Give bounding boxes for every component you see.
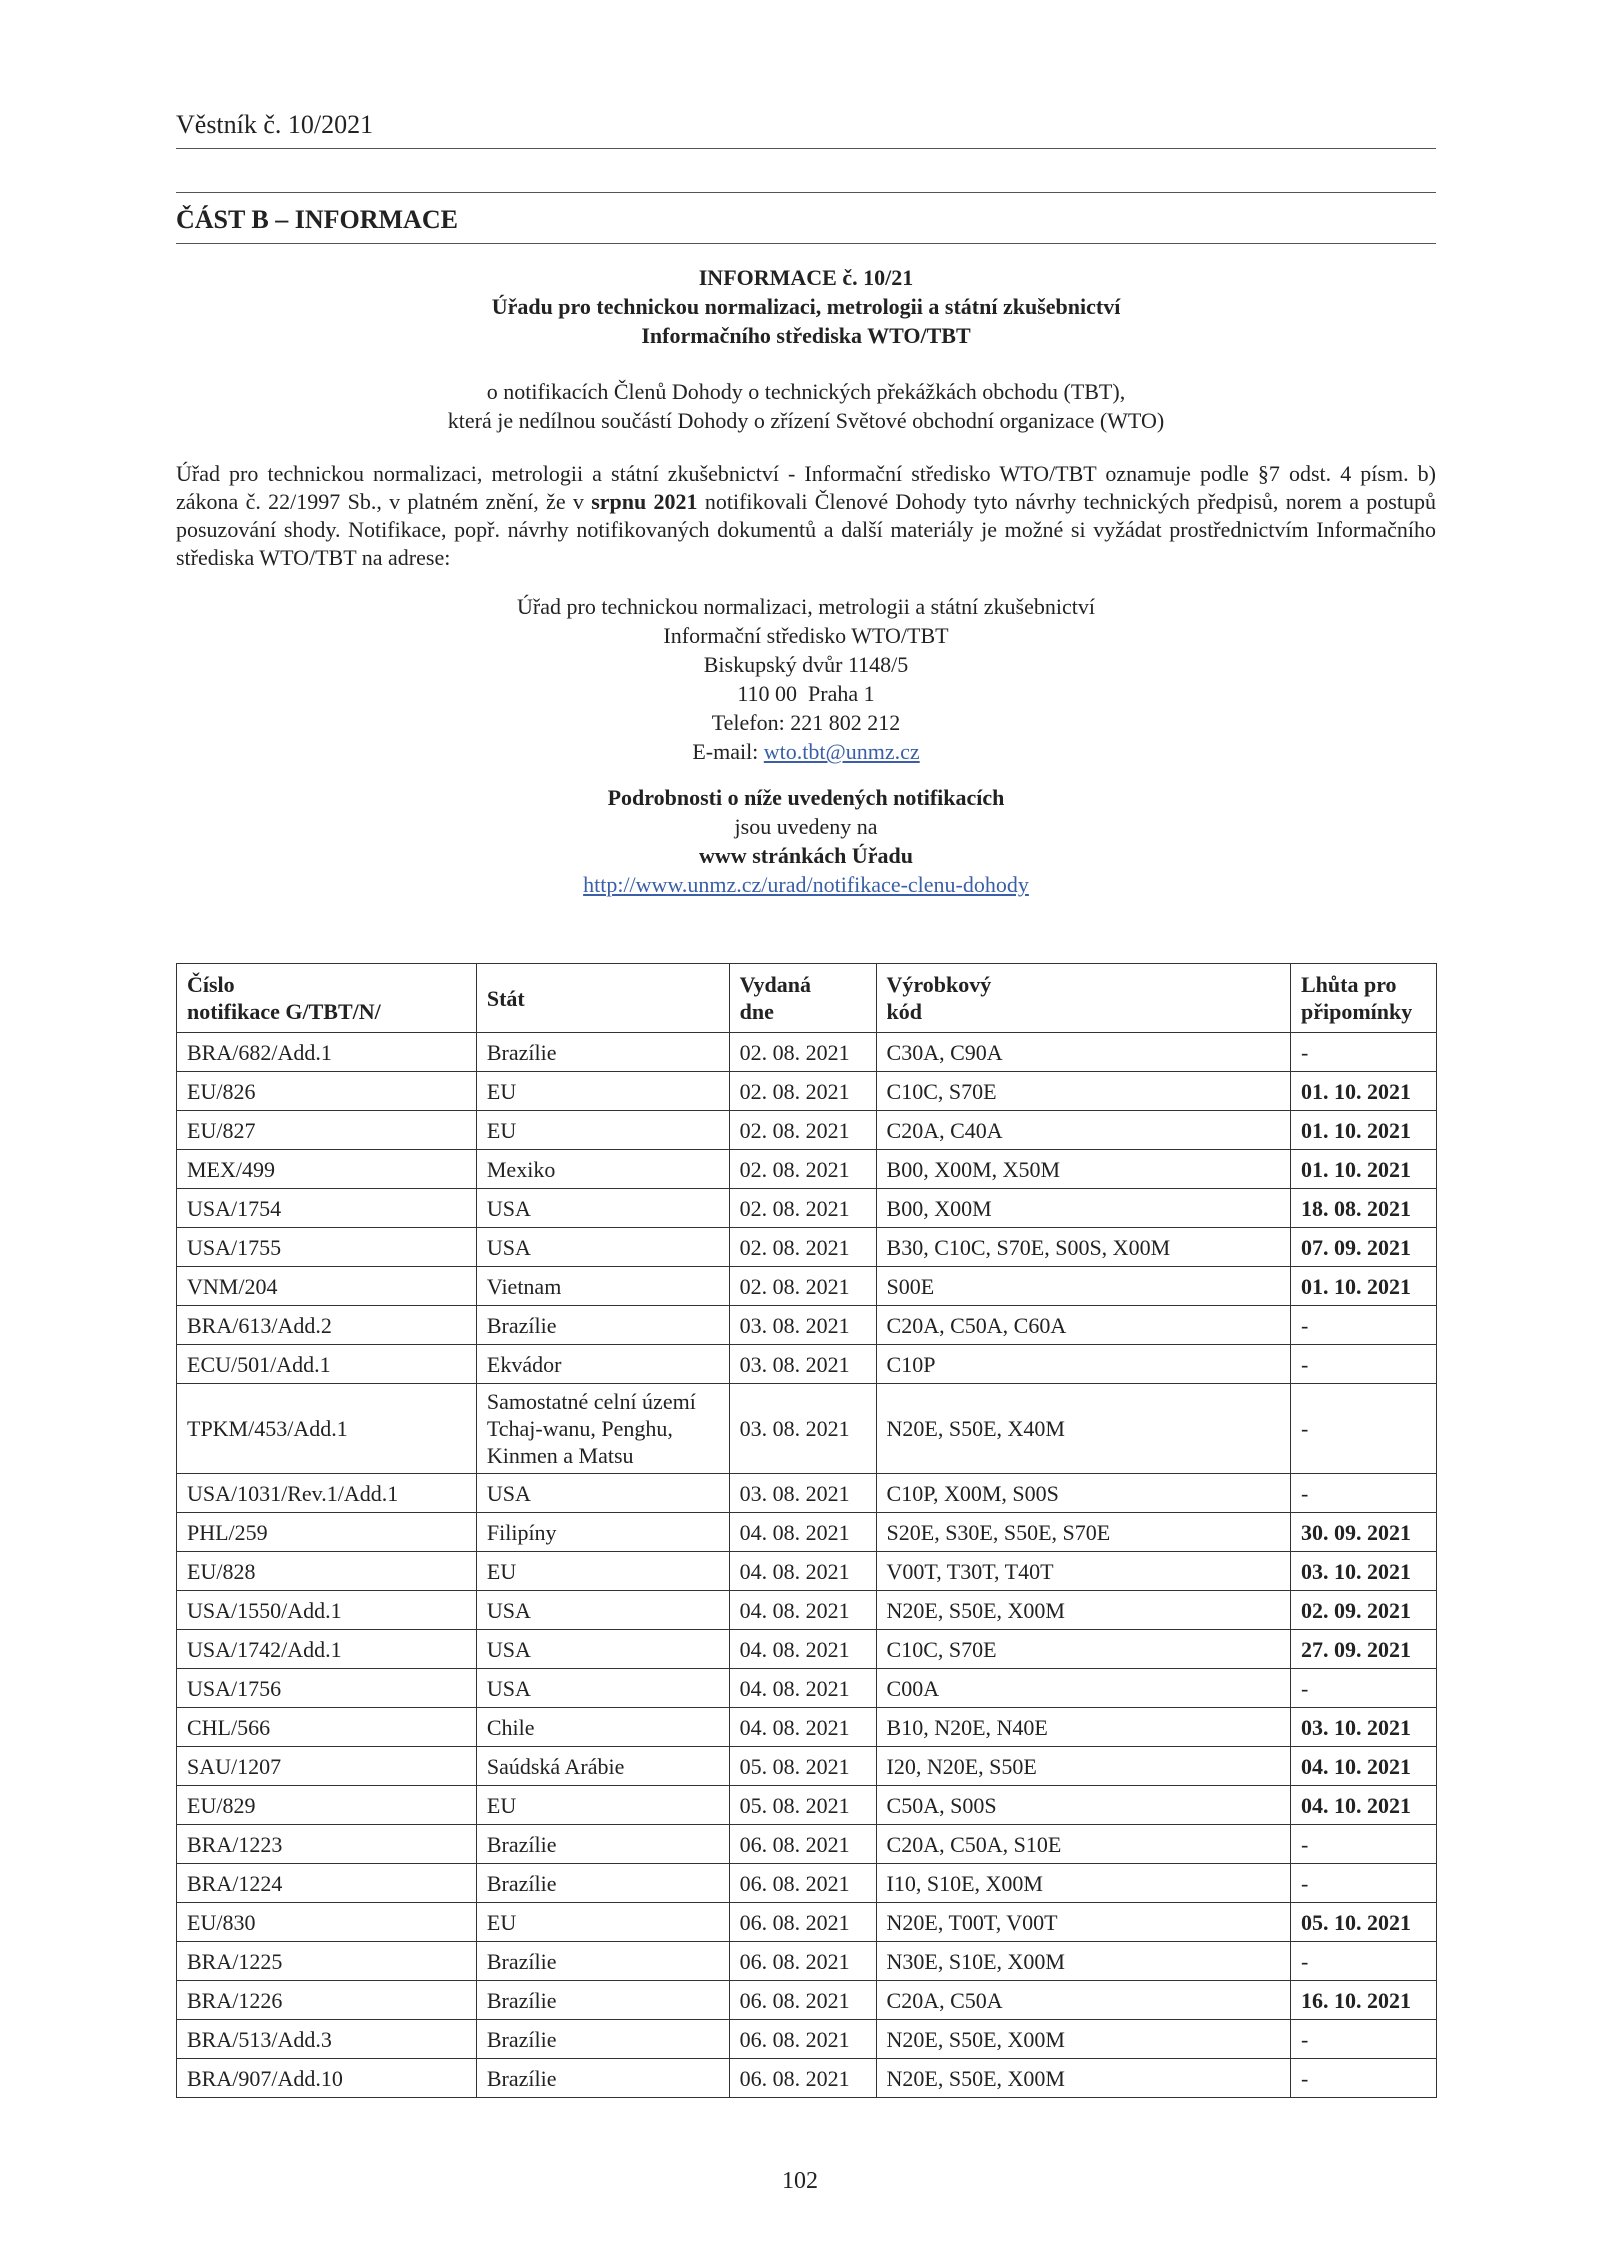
cell-code: B00, X00M, X50M (876, 1150, 1290, 1189)
details-block (176, 783, 1436, 899)
info-subtitle-line1: o notifikacích Členů Dohody o technických překážkách obchodu (TBT), (486, 379, 1126, 404)
cell-code: B30, C10C, S70E, S00S, X00M (876, 1228, 1290, 1267)
section-title: ČÁST B – INFORMACE (176, 192, 1436, 244)
header-deadline: Lhůta pro připomínky (1290, 964, 1436, 1033)
cell-number: USA/1031/Rev.1/Add.1 (177, 1474, 477, 1513)
cell-state: EU (476, 1786, 729, 1825)
cell-state: EU (476, 1552, 729, 1591)
cell-deadline: - (1290, 1825, 1436, 1864)
info-title-line2: Úřadu pro technickou normalizaci, metrologii a státní zkušebnictví (491, 294, 1121, 319)
address-block (176, 592, 1436, 766)
header-number: Číslo notifikace G/TBT/N/ (177, 964, 477, 1033)
cell-deadline: - (1290, 1384, 1436, 1474)
cell-code: C10C, S70E (876, 1630, 1290, 1669)
cell-code: C20A, C50A, C60A (876, 1306, 1290, 1345)
cell-date: 06. 08. 2021 (729, 1942, 876, 1981)
cell-state: Mexiko (476, 1150, 729, 1189)
email-link[interactable]: wto.tbt@unmz.cz (763, 739, 920, 764)
cell-date: 02. 08. 2021 (729, 1111, 876, 1150)
table-row (177, 1474, 1437, 1513)
cell-date: 04. 08. 2021 (729, 1591, 876, 1630)
cell-state: Brazílie (476, 1981, 729, 2020)
cell-deadline: - (1290, 2059, 1436, 2098)
cell-code: N20E, S50E, X40M (876, 1384, 1290, 1474)
cell-code: C00A (876, 1669, 1290, 1708)
cell-state: USA (476, 1189, 729, 1228)
cell-deadline: - (1290, 1345, 1436, 1384)
cell-state-line: Kinmen a Matsu (486, 1443, 634, 1468)
table-row (177, 1981, 1437, 2020)
cell-date: 04. 08. 2021 (729, 1552, 876, 1591)
cell-state: USA (476, 1591, 729, 1630)
cell-number: CHL/566 (177, 1708, 477, 1747)
cell-number: PHL/259 (177, 1513, 477, 1552)
cell-number: USA/1754 (177, 1189, 477, 1228)
info-title-line3: Informačního střediska WTO/TBT (641, 323, 971, 348)
cell-number: USA/1756 (177, 1669, 477, 1708)
cell-date: 04. 08. 2021 (729, 1669, 876, 1708)
cell-state: Brazílie (476, 1033, 729, 1072)
cell-code: I20, N20E, S50E (876, 1747, 1290, 1786)
email-label: E-mail: (692, 739, 764, 764)
table-row (177, 1825, 1437, 1864)
cell-number: MEX/499 (177, 1150, 477, 1189)
cell-number: USA/1755 (177, 1228, 477, 1267)
cell-number: BRA/613/Add.2 (177, 1306, 477, 1345)
info-subtitle (176, 377, 1436, 435)
cell-state: Brazílie (476, 1306, 729, 1345)
cell-number: USA/1550/Add.1 (177, 1591, 477, 1630)
address-email-row (176, 737, 1436, 766)
address-line3: Biskupský dvůr 1148/5 (703, 652, 909, 677)
cell-code: N20E, T00T, V00T (876, 1903, 1290, 1942)
cell-deadline: 27. 09. 2021 (1290, 1630, 1436, 1669)
table-row (177, 1306, 1437, 1345)
cell-deadline: 16. 10. 2021 (1290, 1981, 1436, 2020)
table-header-row (177, 964, 1437, 1033)
table-row (177, 1189, 1437, 1228)
cell-deadline: 01. 10. 2021 (1290, 1267, 1436, 1306)
address-line2: Informační středisko WTO/TBT (663, 623, 949, 648)
cell-code: C10P, X00M, S00S (876, 1474, 1290, 1513)
cell-number: BRA/1223 (177, 1825, 477, 1864)
cell-state: Vietnam (476, 1267, 729, 1306)
table-row (177, 1267, 1437, 1306)
cell-code: N20E, S50E, X00M (876, 1591, 1290, 1630)
cell-date: 06. 08. 2021 (729, 1825, 876, 1864)
cell-state: EU (476, 1072, 729, 1111)
cell-code: B10, N20E, N40E (876, 1708, 1290, 1747)
table-row (177, 2020, 1437, 2059)
cell-state: Brazílie (476, 1825, 729, 1864)
cell-deadline: 05. 10. 2021 (1290, 1903, 1436, 1942)
table-row (177, 1513, 1437, 1552)
cell-state: Brazílie (476, 1864, 729, 1903)
cell-date: 03. 08. 2021 (729, 1345, 876, 1384)
cell-date: 02. 08. 2021 (729, 1267, 876, 1306)
cell-code: I10, S10E, X00M (876, 1864, 1290, 1903)
cell-code: V00T, T30T, T40T (876, 1552, 1290, 1591)
cell-deadline: 03. 10. 2021 (1290, 1708, 1436, 1747)
intro-part2: notifikovali Členové Dohody tyto návrhy technických předpisů, norem a postupů posuzování shody. Notifikace, popř. návrhy notifikovaných dokumentů a další materiály je možné si vyžádat prostřednictvím Informačního střediska WTO/TBT na adrese: (176, 489, 1436, 570)
cell-date: 05. 08. 2021 (729, 1786, 876, 1825)
details-url-link[interactable]: http://www.unmz.cz/urad/notifikace-clenu-dohody (583, 872, 1029, 897)
cell-number: EU/827 (177, 1111, 477, 1150)
table-row (177, 1669, 1437, 1708)
cell-deadline: - (1290, 1864, 1436, 1903)
table-row (177, 2059, 1437, 2098)
cell-number: BRA/513/Add.3 (177, 2020, 477, 2059)
cell-date: 02. 08. 2021 (729, 1189, 876, 1228)
cell-number: EU/829 (177, 1786, 477, 1825)
page-number: 102 (782, 2168, 818, 2194)
info-title-line1: INFORMACE č. 10/21 (698, 265, 914, 290)
cell-deadline: 03. 10. 2021 (1290, 1552, 1436, 1591)
table-body (177, 1033, 1437, 2098)
header-state: Stát (476, 964, 729, 1033)
cell-deadline: 01. 10. 2021 (1290, 1111, 1436, 1150)
cell-state: EU (476, 1111, 729, 1150)
cell-date: 06. 08. 2021 (729, 2020, 876, 2059)
cell-date: 03. 08. 2021 (729, 1474, 876, 1513)
journal-header: Věstník č. 10/2021 (176, 110, 1436, 149)
table-row (177, 1786, 1437, 1825)
cell-deadline: 07. 09. 2021 (1290, 1228, 1436, 1267)
address-line4: 110 00 Praha 1 (737, 681, 875, 706)
details-line1: Podrobnosti o níže uvedených notifikacích (607, 785, 1005, 810)
details-line3: www stránkách Úřadu (699, 843, 913, 868)
cell-deadline: - (1290, 2020, 1436, 2059)
cell-number: USA/1742/Add.1 (177, 1630, 477, 1669)
header-issued: Vydaná dne (729, 964, 876, 1033)
cell-number: BRA/682/Add.1 (177, 1033, 477, 1072)
table-row (177, 1942, 1437, 1981)
table-row (177, 1630, 1437, 1669)
cell-number: BRA/907/Add.10 (177, 2059, 477, 2098)
cell-deadline: 18. 08. 2021 (1290, 1189, 1436, 1228)
cell-number: SAU/1207 (177, 1747, 477, 1786)
cell-state-line: Tchaj-wanu, Penghu, (486, 1416, 673, 1441)
info-title (176, 263, 1436, 350)
cell-state: USA (476, 1630, 729, 1669)
cell-code: N20E, S50E, X00M (876, 2059, 1290, 2098)
cell-date: 02. 08. 2021 (729, 1228, 876, 1267)
table-row (177, 1228, 1437, 1267)
cell-code: S20E, S30E, S50E, S70E (876, 1513, 1290, 1552)
table-row (177, 1150, 1437, 1189)
cell-deadline: - (1290, 1669, 1436, 1708)
cell-code: C20A, C50A (876, 1981, 1290, 2020)
cell-date: 06. 08. 2021 (729, 1903, 876, 1942)
cell-date: 02. 08. 2021 (729, 1150, 876, 1189)
cell-deadline: 04. 10. 2021 (1290, 1747, 1436, 1786)
address-line1: Úřad pro technickou normalizaci, metrologii a státní zkušebnictví (517, 594, 1095, 619)
cell-deadline: - (1290, 1942, 1436, 1981)
table-row (177, 1072, 1437, 1111)
table-row (177, 1864, 1437, 1903)
cell-date: 04. 08. 2021 (729, 1708, 876, 1747)
cell-date: 05. 08. 2021 (729, 1747, 876, 1786)
cell-deadline: - (1290, 1474, 1436, 1513)
cell-state: Brazílie (476, 2020, 729, 2059)
info-subtitle-line2: která je nedílnou součástí Dohody o zřízení Světové obchodní organizace (WTO) (447, 408, 1165, 433)
cell-state: Chile (476, 1708, 729, 1747)
cell-deadline: - (1290, 1033, 1436, 1072)
cell-number: BRA/1224 (177, 1864, 477, 1903)
table-row (177, 1384, 1437, 1474)
cell-code: C10P (876, 1345, 1290, 1384)
cell-state-line: Samostatné celní území (486, 1389, 696, 1414)
table-row (177, 1552, 1437, 1591)
table-row (177, 1747, 1437, 1786)
cell-state (476, 1384, 729, 1474)
cell-state: Brazílie (476, 2059, 729, 2098)
cell-code: B00, X00M (876, 1189, 1290, 1228)
cell-date: 04. 08. 2021 (729, 1513, 876, 1552)
intro-paragraph (176, 460, 1436, 572)
cell-number: BRA/1226 (177, 1981, 477, 2020)
address-line5: Telefon: 221 802 212 (711, 710, 901, 735)
cell-state: Filipíny (476, 1513, 729, 1552)
cell-code: C20A, C40A (876, 1111, 1290, 1150)
cell-state: Saúdská Arábie (476, 1747, 729, 1786)
cell-date: 03. 08. 2021 (729, 1384, 876, 1474)
cell-date: 03. 08. 2021 (729, 1306, 876, 1345)
cell-date: 02. 08. 2021 (729, 1033, 876, 1072)
table-row (177, 1033, 1437, 1072)
cell-state: USA (476, 1474, 729, 1513)
cell-code: C20A, C50A, S10E (876, 1825, 1290, 1864)
cell-number: EU/830 (177, 1903, 477, 1942)
cell-state: USA (476, 1669, 729, 1708)
cell-state: Brazílie (476, 1942, 729, 1981)
cell-date: 02. 08. 2021 (729, 1072, 876, 1111)
cell-deadline: - (1290, 1306, 1436, 1345)
cell-number: EU/828 (177, 1552, 477, 1591)
header-code: Výrobkový kód (876, 964, 1290, 1033)
cell-number: BRA/1225 (177, 1942, 477, 1981)
cell-number: TPKM/453/Add.1 (177, 1384, 477, 1474)
cell-number: EU/826 (177, 1072, 477, 1111)
cell-number: VNM/204 (177, 1267, 477, 1306)
cell-state: USA (476, 1228, 729, 1267)
cell-number: ECU/501/Add.1 (177, 1345, 477, 1384)
cell-code: C10C, S70E (876, 1072, 1290, 1111)
intro-part1: Úřad pro technickou normalizaci, metrologii a státní zkušebnictví - Informační středisko WTO/TBT oznamuje podle §7 odst. 4 písm. b) zákona č. 22/1997 Sb., v platném znění, že v (176, 461, 1436, 514)
table-row (177, 1708, 1437, 1747)
cell-code: C50A, S00S (876, 1786, 1290, 1825)
cell-deadline: 02. 09. 2021 (1290, 1591, 1436, 1630)
cell-deadline: 01. 10. 2021 (1290, 1150, 1436, 1189)
cell-date: 06. 08. 2021 (729, 1981, 876, 2020)
details-line2: jsou uvedeny na (734, 814, 878, 839)
cell-state: EU (476, 1903, 729, 1942)
cell-code: C30A, C90A (876, 1033, 1290, 1072)
cell-deadline: 30. 09. 2021 (1290, 1513, 1436, 1552)
cell-date: 06. 08. 2021 (729, 1864, 876, 1903)
cell-deadline: 01. 10. 2021 (1290, 1072, 1436, 1111)
table-row (177, 1111, 1437, 1150)
cell-code: S00E (876, 1267, 1290, 1306)
cell-code: N30E, S10E, X00M (876, 1942, 1290, 1981)
cell-deadline: 04. 10. 2021 (1290, 1786, 1436, 1825)
cell-date: 04. 08. 2021 (729, 1630, 876, 1669)
cell-state: Ekvádor (476, 1345, 729, 1384)
table-row (177, 1903, 1437, 1942)
cell-date: 06. 08. 2021 (729, 2059, 876, 2098)
cell-code: N20E, S50E, X00M (876, 2020, 1290, 2059)
table-row (177, 1345, 1437, 1384)
notifications-table (176, 963, 1437, 2098)
table-row (177, 1591, 1437, 1630)
intro-bold-month: srpnu 2021 (591, 489, 698, 514)
